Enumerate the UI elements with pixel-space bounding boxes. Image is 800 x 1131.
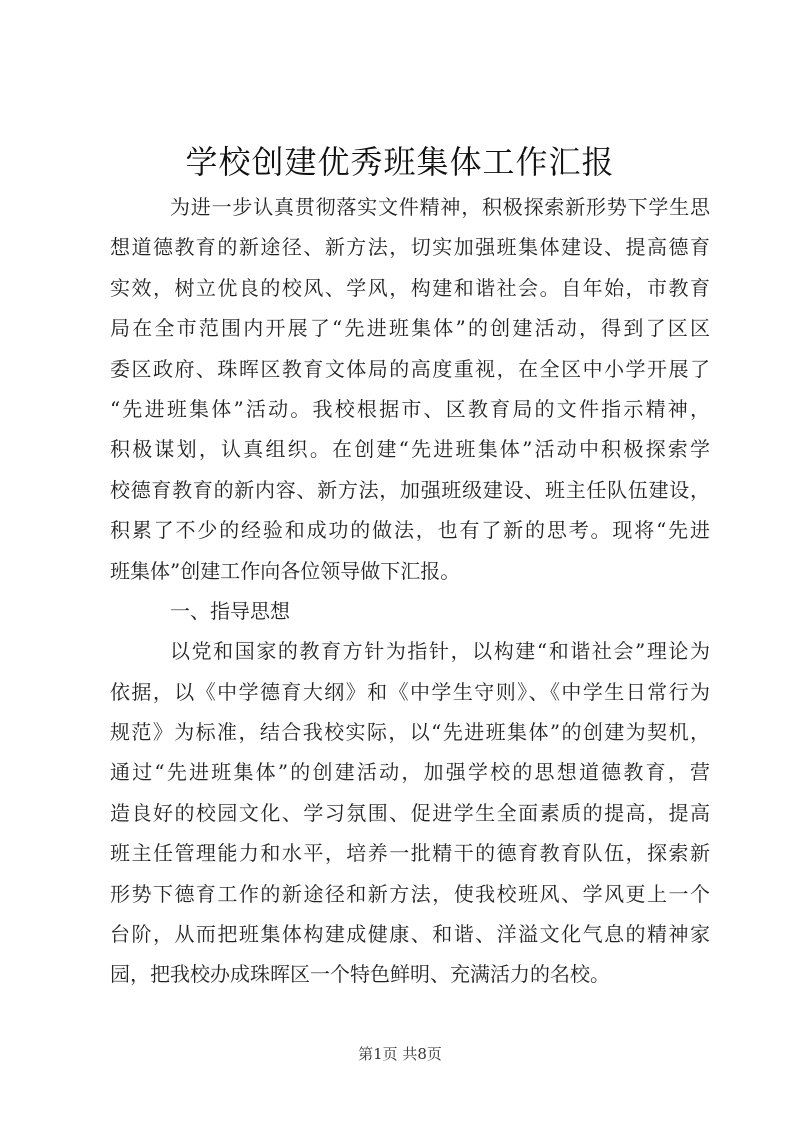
paragraph-line: “先进班集体”活动。我校根据市、区教育局的文件指示精神， <box>110 396 710 421</box>
paragraph-line: 依据，以《中学德育大纲》和《中学生守则》、《中学生日常行为 <box>110 679 710 704</box>
paragraph-line: 台阶，从而把班集体构建成健康、和谐、洋溢文化气息的精神家 <box>110 922 710 947</box>
paragraph-line: 规范》为标准，结合我校实际，以“先进班集体”的创建为契机， <box>110 720 710 745</box>
paragraph-line: 局在全市范围内开展了“先进班集体”的创建活动，得到了区区 <box>110 316 710 341</box>
paragraph-line: 园，把我校办成珠晖区一个特色鲜明、充满活力的名校。 <box>110 962 610 987</box>
paragraph-line: 通过“先进班集体”的创建活动，加强学校的思想道德教育，营 <box>110 760 710 785</box>
paragraph-line: 委区政府、珠晖区教育文体局的高度重视，在全区中小学开展了 <box>110 356 710 381</box>
paragraph-line: 实效，树立优良的校风、学风，构建和谐社会。自年始，市教育 <box>110 275 710 300</box>
paragraph-line: 为进一步认真贯彻落实文件精神，积极探索新形势下学生思 <box>170 195 710 219</box>
document-body <box>110 187 710 995</box>
document-title: 学校创建优秀班集体工作汇报 <box>185 143 615 181</box>
section-heading: 一、指导思想 <box>170 598 290 623</box>
paragraph-line: 形势下德育工作的新途径和新方法，使我校班风、学风更上一个 <box>110 881 710 906</box>
paragraph-line: 班主任管理能力和水平，培养一批精干的德育教育队伍，探索新 <box>110 841 710 866</box>
paragraph-line: 积累了不少的经验和成功的做法，也有了新的思考。现将“先进 <box>110 518 710 543</box>
paragraph-line: 积极谋划，认真组织。在创建“先进班集体”活动中积极探索学 <box>110 437 710 462</box>
page-number: 第1页 共8页 <box>358 1045 442 1063</box>
paragraph-line: 班集体”创建工作向各位领导做下汇报。 <box>110 558 461 583</box>
paragraph-line: 以党和国家的教育方针为指针，以构建“和谐社会”理论为 <box>170 639 710 664</box>
paragraph-line: 校德育教育的新内容、新方法，加强班级建设、班主任队伍建设， <box>110 477 710 502</box>
paragraph-line: 想道德教育的新途径、新方法，切实加强班集体建设、提高德育 <box>110 235 710 260</box>
paragraph-line: 造良好的校园文化、学习氛围、促进学生全面素质的提高，提高 <box>110 800 710 825</box>
